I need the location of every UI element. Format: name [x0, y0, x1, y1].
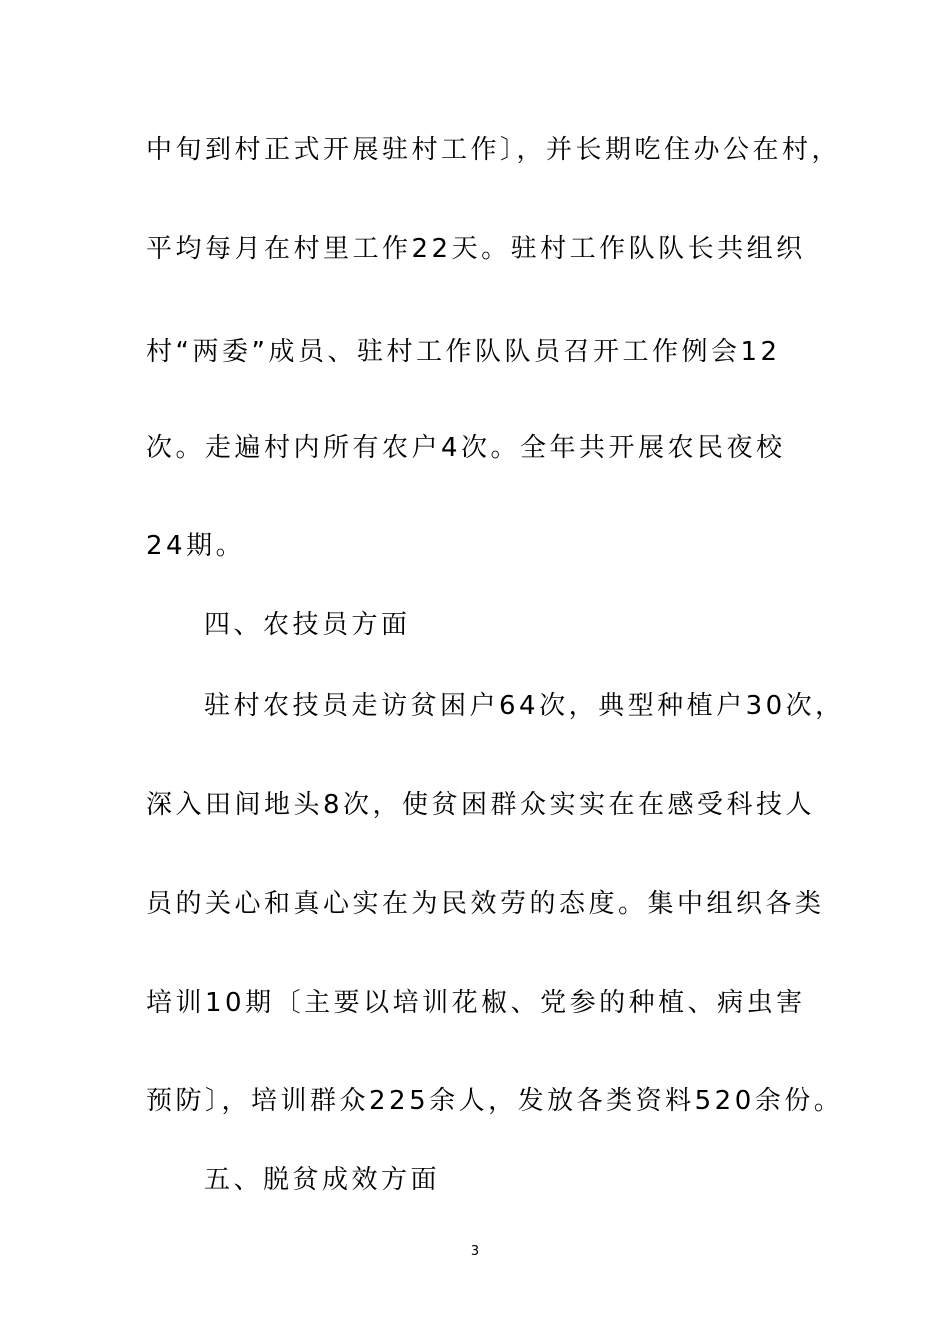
page-number: 3: [470, 1244, 480, 1259]
section-heading-4: 四、农技员方面: [204, 610, 411, 640]
paragraph-line: 中旬到村正式开展驻村工作〕，并长期吃住办公在村，: [146, 135, 842, 165]
paragraph-line: 平均每月在村里工作22天。驻村工作队队长共组织: [146, 234, 806, 264]
section-heading-5: 五、脱贫成效方面: [204, 1165, 441, 1195]
paragraph-line: 员的关心和真心实在为民效劳的态度。集中组织各类: [146, 889, 825, 919]
paragraph-line: 培训10期〔主要以培训花椒、党参的种植、病虫害: [146, 988, 806, 1018]
paragraph-line: 24期。: [146, 531, 246, 561]
paragraph-line: 深入田间地头8次，使贫困群众实实在在感受科技人: [146, 790, 816, 820]
paragraph-line: 村“两委”成员、驻村工作队队员召开工作例会12: [146, 337, 781, 367]
paragraph-line: 次。走遍村内所有农户4次。全年共开展农民夜校: [146, 433, 786, 463]
paragraph-line: 预防〕，培训群众225余人，发放各类资料520余份。: [146, 1086, 844, 1116]
paragraph-line: 驻村农技员走访贫困户64次，典型种植户30次，: [204, 691, 845, 721]
